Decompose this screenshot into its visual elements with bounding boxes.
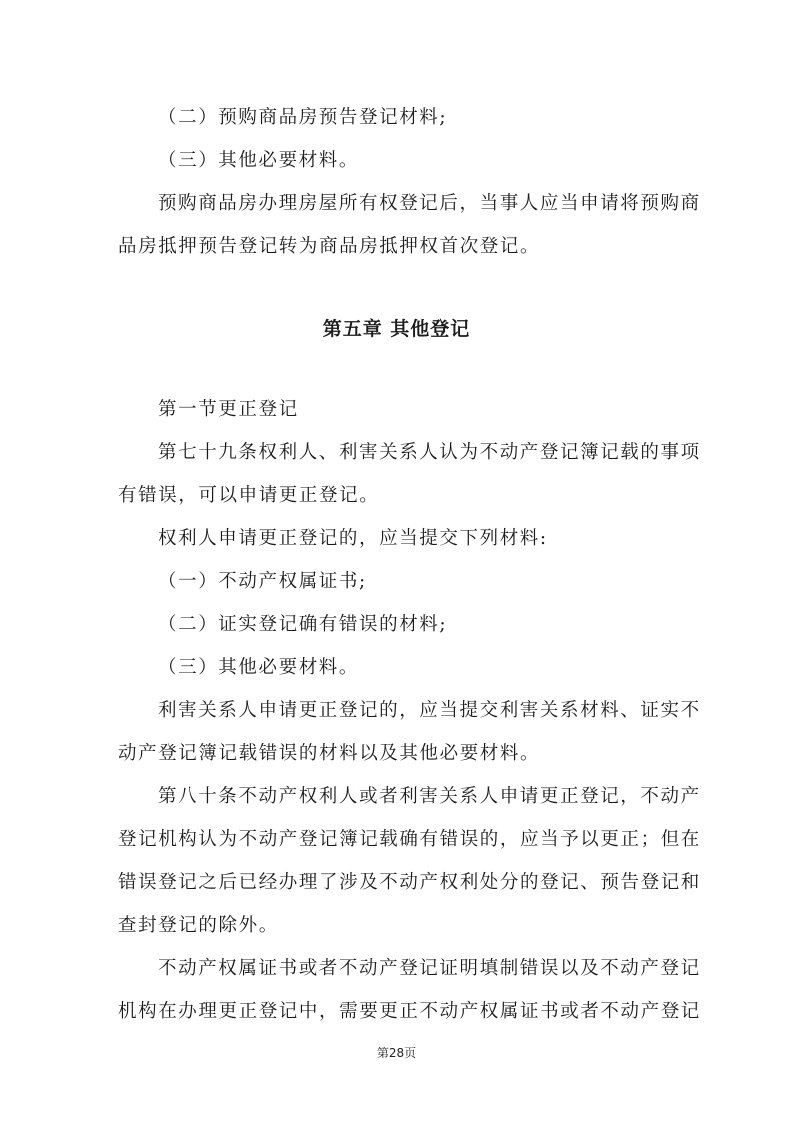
paragraph-line: 错误登记之后已经办理了涉及不动产权利处分的登记、预告登记和 xyxy=(118,872,701,893)
list-item: （二）证实登记确有错误的材料; xyxy=(158,614,448,635)
paragraph-line: 登记机构认为不动产登记簿记载确有错误的，应当予以更正；但在 xyxy=(118,829,701,850)
paragraph-line: 第七十九条权利人、利害关系人认为不动产登记簿记载的事项 xyxy=(158,442,701,463)
section-title: 第一节更正登记 xyxy=(158,399,299,420)
page-number: 第28页 xyxy=(376,1046,417,1060)
list-item: （一）不动产权属证书; xyxy=(158,571,367,592)
paragraph-line: 权利人申请更正登记的，应当提交下列材料: xyxy=(158,528,548,549)
paragraph-line: 利害关系人申请更正登记的，应当提交利害关系材料、证实不 xyxy=(158,700,701,721)
paragraph-line: 查封登记的除外。 xyxy=(118,915,279,936)
paragraph-line: 有错误，可以申请更正登记。 xyxy=(118,485,380,506)
paragraph-line: （三）其他必要材料。 xyxy=(158,150,360,171)
paragraph-line: 第八十条不动产权利人或者利害关系人申请更正登记，不动产 xyxy=(158,786,701,807)
paragraph-line: 机构在办理更正登记中，需要更正不动产权属证书或者不动产登记 xyxy=(118,1001,701,1022)
paragraph-line: 品房抵押预告登记转为商品房抵押权首次登记。 xyxy=(118,236,541,257)
chapter-heading: 第五章 其他登记 xyxy=(322,318,471,340)
paragraph-line: 不动产权属证书或者不动产登记证明填制错误以及不动产登记 xyxy=(158,958,701,979)
paragraph-line: 动产登记簿记载错误的材料以及其他必要材料。 xyxy=(118,743,541,764)
paragraph-line: （二）预购商品房预告登记材料; xyxy=(158,107,448,128)
list-item: （三）其他必要材料。 xyxy=(158,657,360,678)
paragraph-line: 预购商品房办理房屋所有权登记后，当事人应当申请将预购商 xyxy=(158,193,701,214)
